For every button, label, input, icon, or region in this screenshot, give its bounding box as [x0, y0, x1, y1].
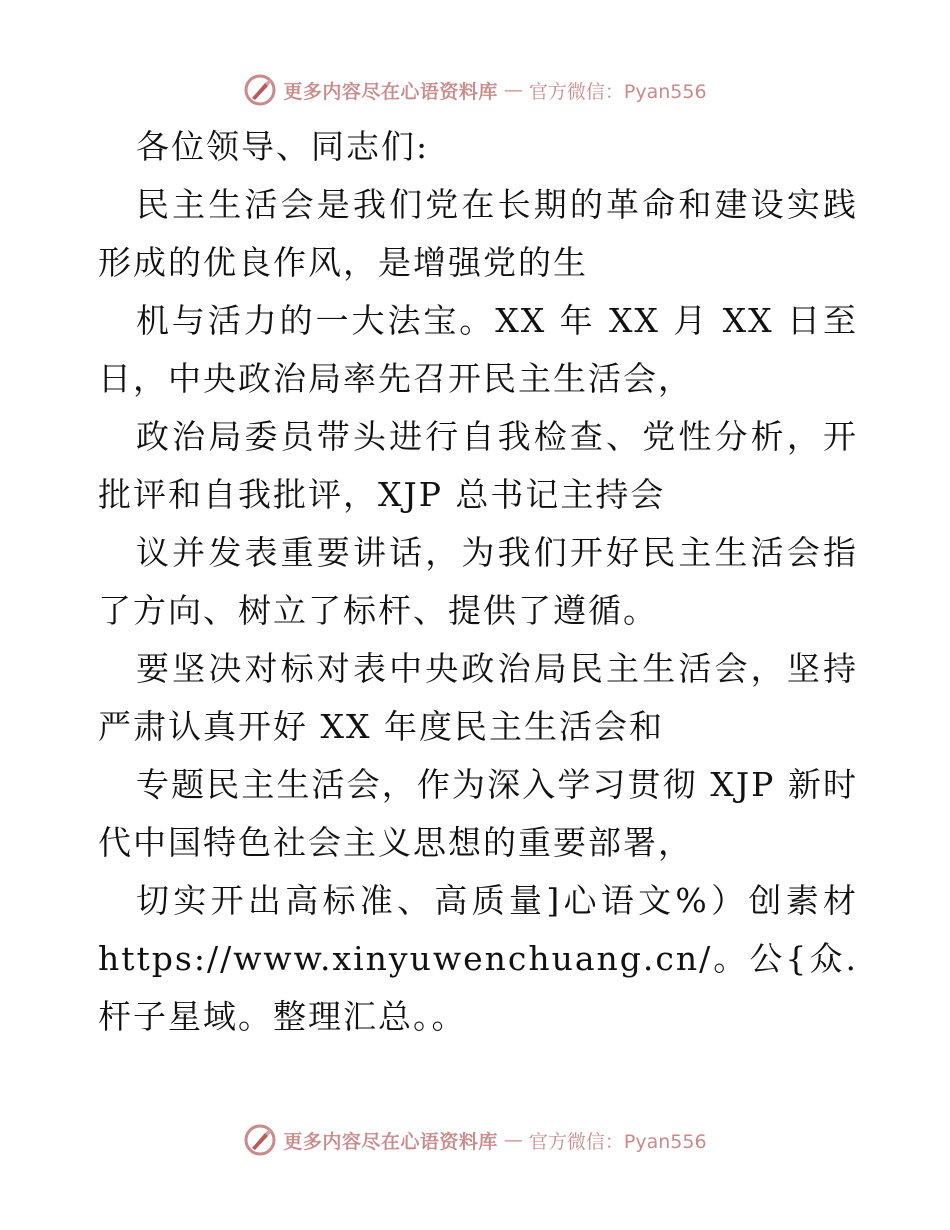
text-line: 切实开出高标准、高质量]心语文%）创素材 [136, 881, 858, 920]
quill-logo-icon [243, 1123, 277, 1157]
text-line: 了方向、树立了标杆、提供了遵循。 [98, 591, 658, 630]
banner-main-text: 更多内容尽在心语资料库 [283, 1130, 498, 1153]
text-line: 形成的优良作风，是增强党的生 [98, 243, 588, 282]
document-body [98, 118, 858, 1046]
text-line: 杆子星域。整理汇总。。 [98, 997, 467, 1036]
footer-watermark [0, 1120, 950, 1160]
text-line: 严肃认真开好 XX 年度民主生活会和 [98, 707, 664, 746]
text-line: 政治局委员带头进行自我检查、党性分析，开 [136, 417, 858, 456]
banner-wechat-text: 官方微信：Pyan556 [528, 80, 707, 103]
text-line: 议并发表重要讲话，为我们开好民主生活会指 [136, 533, 858, 572]
banner-wechat-text: 官方微信：Pyan556 [528, 1130, 707, 1153]
text-line: 日，中央政治局率先召开民主生活会， [98, 359, 693, 398]
text-line: 民主生活会是我们党在长期的革命和建设实践 [136, 185, 858, 224]
quill-logo-icon [243, 73, 277, 107]
header-watermark [0, 70, 950, 110]
text-line: https://www.xinyuwenchuang.cn/。公{众. [98, 939, 858, 978]
banner-separator: — [503, 79, 523, 101]
text-line: 代中国特色社会主义思想的重要部署， [98, 823, 693, 862]
banner-main-text: 更多内容尽在心语资料库 [283, 80, 498, 103]
text-line: 要坚决对标对表中央政治局民主生活会，坚持 [136, 649, 858, 688]
text-line: 专题民主生活会，作为深入学习贯彻 XJP 新时 [136, 765, 858, 804]
banner-separator: — [503, 1129, 523, 1151]
text-line: 机与活力的一大法宝。XX 年 XX 月 XX 日至 [136, 301, 858, 340]
text-line: 各位领导、同志们: [136, 127, 430, 166]
text-line: 批评和自我批评，XJP 总书记主持会 [98, 475, 666, 514]
